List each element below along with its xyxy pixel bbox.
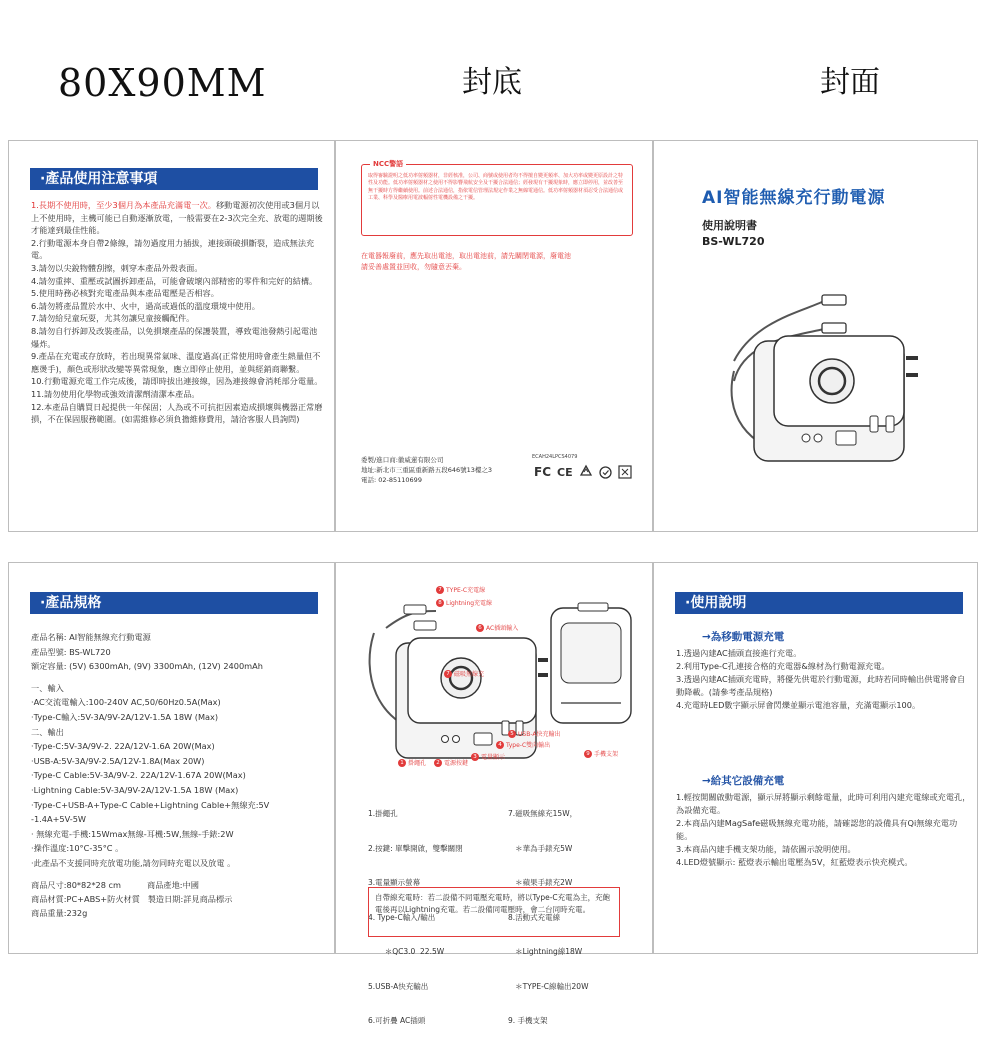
legend-item: 5.USB-A快充輸出	[368, 981, 429, 991]
instruction-item: 2.本商品內建MagSafe磁吸無線充電功能，請確認您的設備具有Qi無線充電功能。	[676, 818, 958, 841]
legend-item: ＊QC3.0 22.5W	[368, 947, 445, 956]
label-battery-display: 3 電量顯示	[471, 752, 505, 761]
specifications-list	[31, 630, 331, 871]
certification-marks	[534, 465, 632, 479]
cover-subtitle: 使用說明書	[702, 219, 757, 232]
spec-line: ·Lightning Cable:5V-3A/9V-2A/12V-1.5A 18W (Max)	[31, 784, 239, 795]
spec-line: · 無線充電-手機:15Wmax無線-耳機:5W,無線-手錶:2W	[31, 828, 234, 839]
spec-line: ·Type-C Cable:5V-3A/9V-2. 22A/12V-1.67A 20W(Max)	[31, 770, 246, 781]
product-weight: 商品重量:232g	[31, 908, 88, 918]
cable-charging-note: 自帶線充電時：若二設備不同電壓充電時，將以Type-C充電為主，充飽電後再以Lightning充電。若二設備同電壓時，會二台同時充電。	[368, 887, 620, 937]
spec-line: -1.4A+5V-5W	[31, 814, 87, 825]
spec-line: ·操作溫度:10°C-35°C 。	[31, 843, 124, 854]
usage-note: 5.使用時務必核對充電產品與本產品電壓是否相容。	[31, 288, 219, 299]
legend-item: 1.掛繩孔	[368, 809, 398, 818]
label-text: 掛繩孔	[408, 760, 427, 767]
product-material-date: 商品材質:PC+ABS+防火材質 製造日期:詳見商品標示	[31, 894, 233, 904]
label-text: Type-C雙向輸出	[506, 742, 551, 749]
size-label: 80X90MM	[58, 61, 267, 105]
instruction-item: 1.輕按開關啟動電源，顯示屏將顯示剩餘電量，此時可利用內建充電線或充電孔，為設備充電。	[676, 792, 971, 815]
manufacturer-phone: 電話: 02-85110699	[361, 476, 422, 484]
instruction-item: 2.利用Type-C孔連接合格的充電器&線材為行動電源充電。	[676, 661, 890, 671]
legend-item: ＊Lightning線18W	[508, 947, 583, 956]
usage-note: 4.請勿重摔、重壓或試圖拆卸產品，可能會破壞內部精密的零件和完好的結構。	[31, 275, 318, 286]
spec-line: 產品型號: BS-WL720	[31, 646, 111, 657]
label-text: AC插頭輸入	[486, 625, 519, 632]
label-text: 電源按鍵	[444, 760, 469, 767]
cover-title: AI智能無線充行動電源	[702, 188, 886, 208]
usage-note: 2.行動電源本身自帶2條線，請勿過度用力插拔，連接頭破損斷裂，造成無法充電。	[31, 237, 315, 261]
usage-note-1-warning: 1.長期不使用時，至少3個月為本產品充滿電一次。	[31, 200, 216, 210]
legend-item: 2.按鍵: 單擊開啟，雙擊關閉	[368, 843, 463, 853]
specifications-panel	[8, 562, 335, 954]
ce-mark: CE	[557, 465, 573, 479]
label-ac-input: 6 AC插頭輸入	[476, 623, 518, 632]
usage-note: 11.請勿使用化學物或強效清潔劑清潔本產品。	[31, 388, 200, 399]
instructions-charge-power-bank-list	[676, 647, 971, 712]
spec-line: ·AC交流電輸入:100-240V AC,50/60Hz0.5A(Max)	[31, 697, 221, 708]
usage-note: 8.請勿自行拆卸及改裝產品，以免損壞產品的保護裝置，導致電池發熱引起電池爆炸。	[31, 325, 318, 349]
cover-model: BS-WL720	[702, 235, 765, 248]
ncc-warning-box	[361, 160, 633, 236]
legend-item: ＊蘋果手錶充2W	[508, 878, 573, 887]
instructions-panel	[653, 562, 978, 954]
instruction-item: 3.透過內建AC插頭充電時，將優先供電於行動電源，此時若同時輸出供電將會自動降載。(請參考產品規格)	[676, 674, 966, 697]
usage-note: 12.本產品自購買日起提供一年保固；人為或不可抗拒因素造成損壞與機器正常磨損，不在保固服務範圍。(如需維修必須負擔維修費用，請洽客服人員詢問)	[31, 401, 323, 425]
label-text: Lightning充電線	[446, 600, 493, 607]
spec-line: ·USB-A:5V-3A/9V-2.5A/12V-1.8A(Max 20W)	[31, 755, 205, 766]
back-cover-panel	[335, 140, 653, 532]
bsmi-icon	[599, 466, 612, 479]
label-type-c-io: 4 Type-C雙向輸出	[496, 740, 550, 749]
label-text: USB-A快充輸出	[518, 731, 561, 738]
usage-note: 3.請勿以尖銳物體刮擦，刺穿本產品外殼表面。	[31, 262, 203, 273]
instructions-charge-devices-heading: →給其它設備充電	[702, 775, 785, 787]
label-text: 手機支架	[594, 751, 619, 758]
label-text: 磁吸無線充	[454, 671, 485, 678]
usage-notes-heading: ·產品使用注意事項	[30, 168, 318, 190]
diagram-panel	[335, 562, 653, 1025]
legend-item: 6.可折疊 AC插頭	[368, 1016, 426, 1025]
instructions-charge-devices-list	[676, 791, 971, 869]
spec-line: 產品名稱: AI智能無線充行動電源	[31, 632, 151, 642]
product-size-origin: 商品尺寸:80*82*28 cm 商品產地:中國	[31, 880, 199, 890]
instruction-item: 1.透過內建AC插頭直接進行充電。	[676, 648, 802, 658]
spec-line: ·Type-C+USB-A+Type-C Cable+Lightning Cable+無線充:5V	[31, 799, 270, 810]
usage-note-1	[31, 199, 323, 237]
label-usb-a-output: 5 USB-A快充輸出	[508, 729, 560, 738]
back-cover-label: 封底	[462, 65, 522, 100]
manufacturer-address: 地址:新北市三重區重新路五段646號13樓之3	[361, 466, 493, 474]
legend-item: 7.磁吸無線充15W，	[508, 809, 578, 818]
usage-notes-list	[31, 199, 323, 426]
spec-line: ·Type-C輸入:5V-3A/9V-2A/12V-1.5A 18W (Max)	[31, 711, 219, 722]
spec-line: 額定容量: (5V) 6300mAh, (9V) 3300mAh, (12V) 2400mAh	[31, 661, 263, 672]
battery-recycle-icon	[618, 465, 632, 479]
label-text: 電量顯示	[481, 754, 506, 761]
usage-note: 9.產品在充電或存放時，若出現異常氣味、溫度過高(正常使用時會產生熱量但不應燙手)，顏色或形狀改變等異常現象，應立即停止使用，並與經銷商聯繫。	[31, 351, 321, 374]
usage-note: 10.行動電源充電工作完成後，請即時拔出連接線，因為連接線會消耗部分電量。	[31, 376, 323, 387]
legend-item: 4. Type-C輸入/輸出	[368, 912, 436, 922]
label-lightning-cable: 8 Lightning充電線	[436, 598, 492, 607]
manufacturer-info	[361, 455, 492, 485]
instruction-item: 3.本商品內建手機支架功能，請依圖示說明使用。	[676, 844, 856, 854]
front-cover-label: 封面	[820, 65, 880, 100]
usage-note: 6.請勿將產品置於水中、火中，過高或過低的溫度環境中使用。	[31, 300, 260, 311]
label-lanyard-hole: 1 掛繩孔	[398, 758, 426, 767]
usage-note-1-text: 移動電源初次使用或3個月以上不使用時，主機可能已自動逐漸放電，一般需要在2-3次完全充、放電的週期後才能達到最佳性能。	[31, 200, 323, 236]
product-details	[31, 878, 232, 920]
instruction-item: 4.充電時LED數字顯示屏會閃爍並顯示電池容量，充滿電顯示100。	[676, 700, 921, 710]
ncc-warning-text: 取得審驗證明之低功率射頻器材，非經核准，公司、商號或使用者均不得擅自變更頻率、加大功率或變更原設計之特性及功能。低功率射頻器材之使用不得影響飛航安全及干擾合法通信；經發現有干擾現象時，應立即停用，並改善至無干擾時方得繼續使用。前述合法通信，指依電信管理法規定作業之無線電通信。低功率射頻器材須忍受合法通信或工業、科學及醫療用電波輻射性電機設備之干擾。	[368, 173, 624, 201]
label-phone-stand: 9 手機支架	[584, 749, 618, 758]
manufacturer-name: 委製/進口商:徽威蓮有限公司	[361, 456, 444, 464]
power-bank-illustration	[714, 281, 954, 481]
label-text: TYPE-C充電線	[446, 587, 486, 594]
spec-line: 一、輸入	[31, 682, 64, 693]
fc-mark: FC	[534, 465, 552, 479]
legend-item: ＊華為手錶充5W	[508, 843, 573, 853]
usage-note: 7.請勿給兒童玩耍，尤其勿讓兒童接觸配件。	[31, 313, 195, 324]
label-power-button: 2 電源按鍵	[434, 758, 468, 767]
instructions-charge-power-bank-heading: →為移動電源充電	[702, 631, 785, 643]
spec-line: ·此產品不支援同時充放電功能,請勿同時充電以及放電 。	[31, 857, 236, 868]
certification-code: ECAH24LPCS4079	[532, 454, 578, 460]
spec-line	[31, 674, 331, 681]
legend-item: 9. 手機支架	[508, 1016, 548, 1025]
instructions-heading: ·使用說明	[675, 592, 963, 614]
spec-line: 二、輸出	[31, 726, 64, 737]
specifications-heading: ·產品規格	[30, 592, 318, 614]
front-cover-panel	[653, 140, 978, 532]
instruction-item: 4.LED燈號顯示: 藍燈表示輸出電壓為5V，紅藍燈表示快充模式。	[676, 857, 913, 867]
recycle-icon	[579, 465, 593, 479]
battery-disposal-warning: 在電器報廢前，應先取出電池，取出電池前，請先關閉電源，廢電池 請妥善處置並回收，勿隨意丟棄。	[361, 252, 571, 271]
legend-item: 8.活動式充電線	[508, 912, 561, 922]
label-magnetic-wireless: 7 磁吸無線充	[444, 669, 484, 678]
label-type-c-cable: 7 TYPE-C充電線	[436, 585, 485, 594]
ncc-warning-title: NCC警語	[370, 159, 406, 169]
legend-item: 3.電量顯示螢幕	[368, 878, 421, 887]
legend-item: ＊TYPE-C線輸出20W	[508, 981, 589, 991]
spec-line: ·Type-C:5V-3A/9V-2. 22A/12V-1.6A 20W(Max)	[31, 741, 215, 752]
usage-notes-panel	[8, 140, 335, 532]
